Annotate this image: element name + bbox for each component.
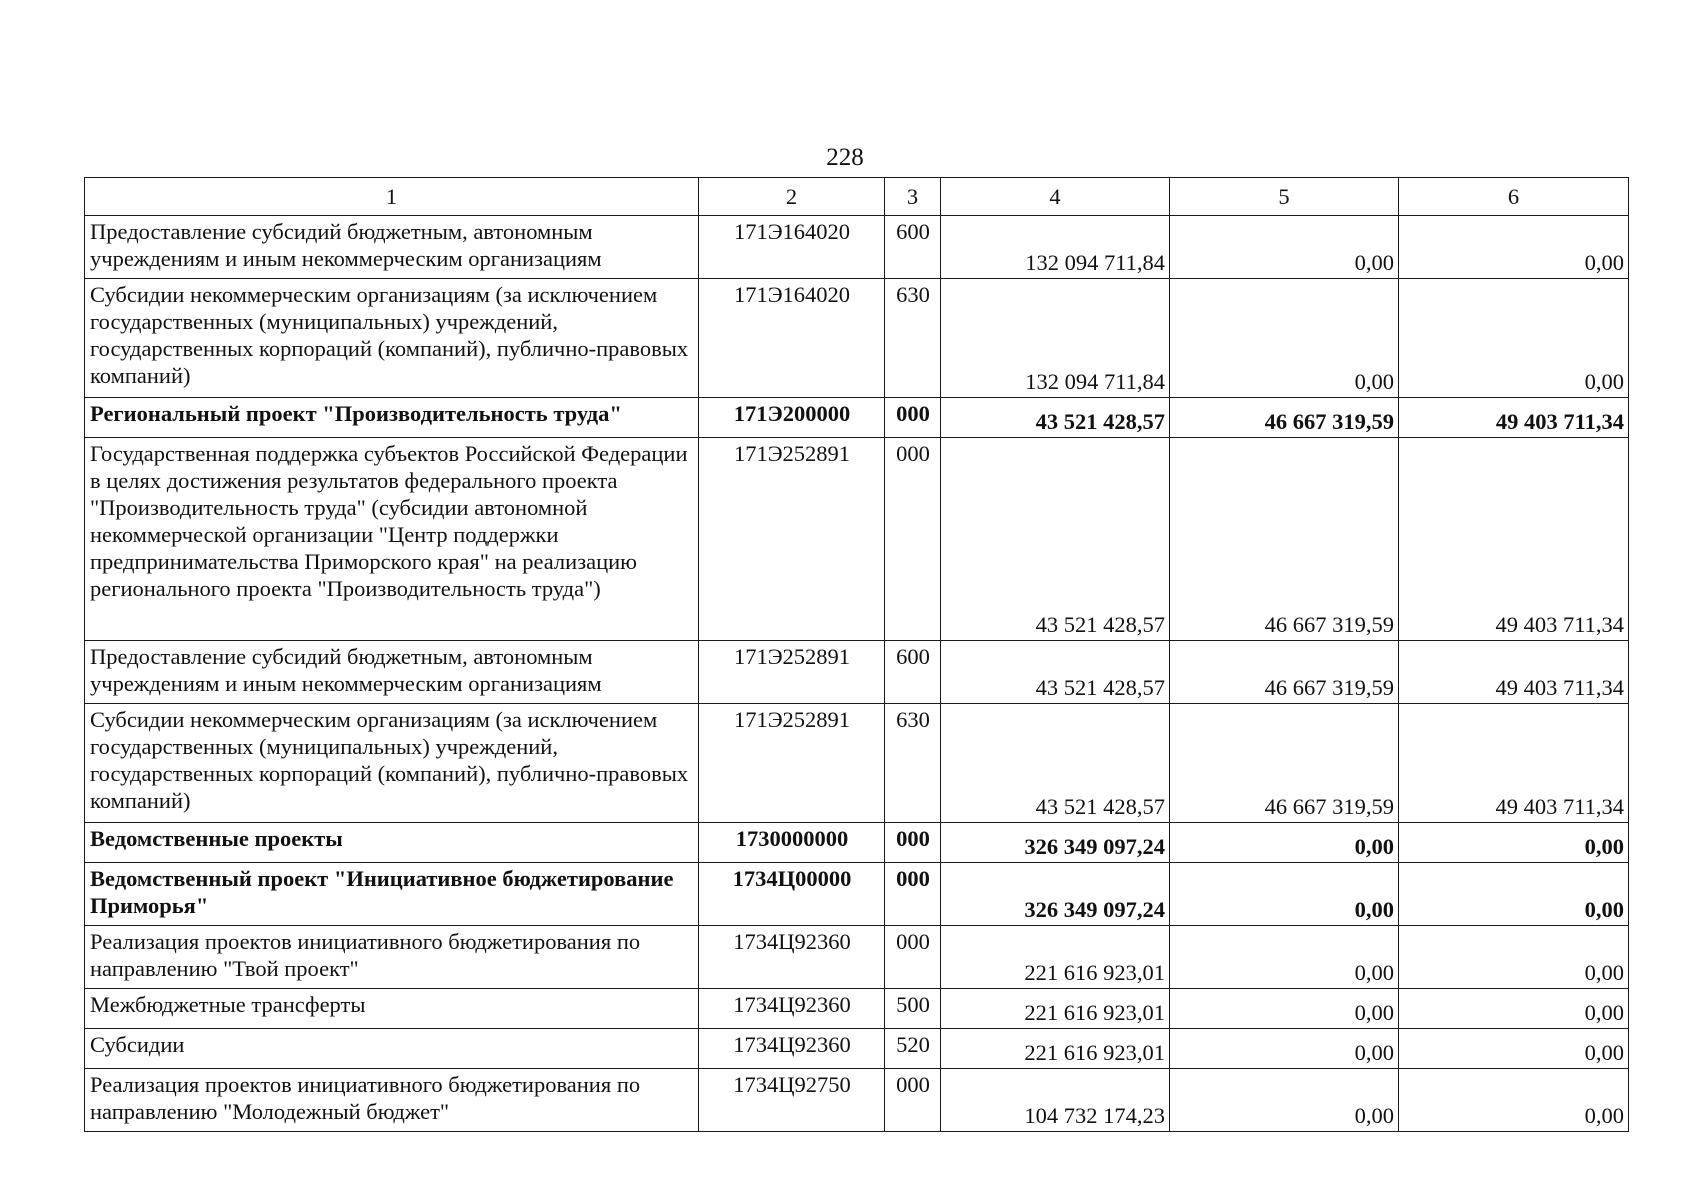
row-expense-type-cell: 000 xyxy=(885,823,941,863)
table-row xyxy=(85,641,1629,704)
row-code-cell: 171Э164020 xyxy=(699,216,885,279)
budget-table xyxy=(84,177,1629,1132)
row-name-cell: Государственная поддержка субъектов Российской Федерации в целях достижения результатов федерального проекта "Производительность труда" (субсидии автономной некоммерческой организации "Центр поддержки предпринимательства Приморского края" на реализацию регионального проекта "Производительность труда") xyxy=(85,438,699,641)
table-row xyxy=(85,704,1629,823)
row-amount-col5-cell: 0,00 xyxy=(1170,926,1399,989)
column-header-5: 5 xyxy=(1170,178,1399,216)
row-amount-col4-cell: 221 616 923,01 xyxy=(941,989,1170,1029)
row-amount-col5-cell: 46 667 319,59 xyxy=(1170,438,1399,641)
row-code-cell: 1734Ц92750 xyxy=(699,1069,885,1132)
table-row xyxy=(85,926,1629,989)
row-amount-col6-cell: 0,00 xyxy=(1399,989,1629,1029)
row-name-cell: Предоставление субсидий бюджетным, автономным учреждениям и иным некоммерческим организациям xyxy=(85,216,699,279)
row-expense-type-cell: 000 xyxy=(885,1069,941,1132)
table-row xyxy=(85,398,1629,438)
row-amount-col5-cell: 0,00 xyxy=(1170,216,1399,279)
row-amount-col4-cell: 104 732 174,23 xyxy=(941,1069,1170,1132)
row-amount-col5-cell: 46 667 319,59 xyxy=(1170,398,1399,438)
row-name-cell: Ведомственные проекты xyxy=(85,823,699,863)
row-expense-type-cell: 600 xyxy=(885,641,941,704)
row-amount-col6-cell: 0,00 xyxy=(1399,926,1629,989)
row-name-cell: Региональный проект "Производительность труда" xyxy=(85,398,699,438)
row-amount-col4-cell: 132 094 711,84 xyxy=(941,279,1170,398)
row-code-cell: 1730000000 xyxy=(699,823,885,863)
row-code-cell: 1734Ц00000 xyxy=(699,863,885,926)
row-name-cell: Ведомственный проект "Инициативное бюджетирование Приморья" xyxy=(85,863,699,926)
row-amount-col4-cell: 43 521 428,57 xyxy=(941,641,1170,704)
row-expense-type-cell: 000 xyxy=(885,863,941,926)
row-amount-col5-cell: 0,00 xyxy=(1170,1069,1399,1132)
row-expense-type-cell: 520 xyxy=(885,1029,941,1069)
table-row xyxy=(85,1029,1629,1069)
table-row xyxy=(85,823,1629,863)
row-expense-type-cell: 000 xyxy=(885,926,941,989)
row-amount-col6-cell: 49 403 711,34 xyxy=(1399,438,1629,641)
row-name-cell: Субсидии xyxy=(85,1029,699,1069)
row-amount-col4-cell: 221 616 923,01 xyxy=(941,926,1170,989)
column-header-6: 6 xyxy=(1399,178,1629,216)
row-expense-type-cell: 600 xyxy=(885,216,941,279)
table-row xyxy=(85,1069,1629,1132)
row-code-cell: 171Э252891 xyxy=(699,438,885,641)
row-name-cell: Реализация проектов инициативного бюджетирования по направлению "Твой проект" xyxy=(85,926,699,989)
row-amount-col4-cell: 43 521 428,57 xyxy=(941,704,1170,823)
row-amount-col6-cell: 0,00 xyxy=(1399,1029,1629,1069)
row-amount-col6-cell: 49 403 711,34 xyxy=(1399,641,1629,704)
table-row xyxy=(85,279,1629,398)
row-amount-col6-cell: 0,00 xyxy=(1399,1069,1629,1132)
column-header-1: 1 xyxy=(85,178,699,216)
row-code-cell: 1734Ц92360 xyxy=(699,926,885,989)
row-expense-type-cell: 000 xyxy=(885,438,941,641)
row-name-cell: Межбюджетные трансферты xyxy=(85,989,699,1029)
row-amount-col6-cell: 0,00 xyxy=(1399,823,1629,863)
row-expense-type-cell: 500 xyxy=(885,989,941,1029)
row-name-cell: Субсидии некоммерческим организациям (за исключением государственных (муниципальных) учреждений, государственных корпораций (компаний), публично-правовых компаний) xyxy=(85,704,699,823)
row-amount-col6-cell: 0,00 xyxy=(1399,279,1629,398)
table-row xyxy=(85,216,1629,279)
row-amount-col4-cell: 326 349 097,24 xyxy=(941,863,1170,926)
row-amount-col6-cell: 49 403 711,34 xyxy=(1399,704,1629,823)
row-amount-col6-cell: 49 403 711,34 xyxy=(1399,398,1629,438)
row-amount-col5-cell: 0,00 xyxy=(1170,1029,1399,1069)
column-header-3: 3 xyxy=(885,178,941,216)
row-amount-col5-cell: 0,00 xyxy=(1170,863,1399,926)
row-code-cell: 171Э252891 xyxy=(699,641,885,704)
budget-table-body xyxy=(85,178,1629,1132)
row-name-cell: Предоставление субсидий бюджетным, автономным учреждениям и иным некоммерческим организациям xyxy=(85,641,699,704)
table-row xyxy=(85,989,1629,1029)
row-amount-col5-cell: 0,00 xyxy=(1170,279,1399,398)
row-amount-col4-cell: 43 521 428,57 xyxy=(941,398,1170,438)
row-amount-col5-cell: 46 667 319,59 xyxy=(1170,641,1399,704)
row-amount-col5-cell: 46 667 319,59 xyxy=(1170,704,1399,823)
column-header-4: 4 xyxy=(941,178,1170,216)
column-number-row xyxy=(85,178,1629,216)
row-name-cell: Субсидии некоммерческим организациям (за исключением государственных (муниципальных) учреждений, государственных корпораций (компаний), публично-правовых компаний) xyxy=(85,279,699,398)
row-name-cell: Реализация проектов инициативного бюджетирования по направлению "Молодежный бюджет" xyxy=(85,1069,699,1132)
page-number: 228 xyxy=(826,144,864,171)
row-amount-col4-cell: 221 616 923,01 xyxy=(941,1029,1170,1069)
table-row xyxy=(85,863,1629,926)
row-code-cell: 1734Ц92360 xyxy=(699,1029,885,1069)
row-expense-type-cell: 630 xyxy=(885,704,941,823)
row-code-cell: 1734Ц92360 xyxy=(699,989,885,1029)
row-code-cell: 171Э164020 xyxy=(699,279,885,398)
row-amount-col4-cell: 43 521 428,57 xyxy=(941,438,1170,641)
column-header-2: 2 xyxy=(699,178,885,216)
table-row xyxy=(85,438,1629,641)
row-code-cell: 171Э252891 xyxy=(699,704,885,823)
row-amount-col5-cell: 0,00 xyxy=(1170,989,1399,1029)
row-amount-col5-cell: 0,00 xyxy=(1170,823,1399,863)
row-amount-col4-cell: 326 349 097,24 xyxy=(941,823,1170,863)
row-amount-col4-cell: 132 094 711,84 xyxy=(941,216,1170,279)
row-amount-col6-cell: 0,00 xyxy=(1399,216,1629,279)
row-code-cell: 171Э200000 xyxy=(699,398,885,438)
row-expense-type-cell: 000 xyxy=(885,398,941,438)
row-amount-col6-cell: 0,00 xyxy=(1399,863,1629,926)
row-expense-type-cell: 630 xyxy=(885,279,941,398)
